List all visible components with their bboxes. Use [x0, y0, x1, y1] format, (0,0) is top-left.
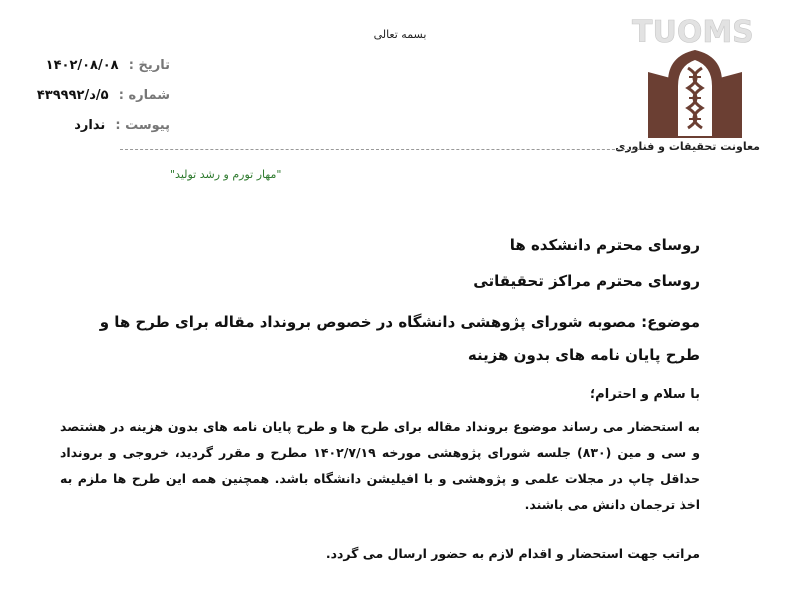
- attachment-row: [20, 118, 170, 133]
- greeting: با سلام و احترام؛: [589, 387, 700, 402]
- basmala: بسمه تعالی: [373, 28, 427, 41]
- body-paragraph: به استحضار می رساند موضوع برونداد مقاله برای طرح ها و طرح پایان نامه های بدون هزینه در هشتصد و سی و مین (۸۳۰) جلسه شورای پژوهشی مورخه ۱۴۰۲/۷/۱۹ مطرح و مقرر گردید، خروجی و برونداد حداقل چاپ در مجلات علمی و پژوهشی و با افیلیشن دانشگاه باشد. همچنین همه این طرح ها ملزم به اخذ ترجمان دانش می باشند.: [60, 419, 700, 512]
- svg-text:TUOMS: TUOMS: [632, 15, 754, 50]
- closing-line: مراتب جهت استحضار و اقدام لازم به حضور ارسال می گردد.: [325, 546, 700, 561]
- logo-caption: معاونت تحقیقات و فناوری: [615, 140, 760, 153]
- number-label: شماره :: [118, 88, 170, 103]
- attachment-value: ندارد: [74, 118, 106, 133]
- attachment-label: پیوست :: [115, 118, 170, 133]
- university-logo: [630, 10, 760, 160]
- date-value: ۱۴۰۲/۰۸/۰۸: [45, 58, 119, 73]
- addressee-faculties: روسای محترم دانشکده ها: [509, 236, 700, 254]
- number-row: [20, 88, 170, 103]
- subject-line: موضوع: مصوبه شورای پژوهشی دانشگاه در خصوص برونداد مقاله برای طرح ها و طرح پایان نامه های بدون هزینه: [99, 313, 700, 364]
- header-divider: [120, 149, 640, 150]
- slogan: "مهار تورم و رشد تولید": [170, 168, 282, 181]
- number-value: ۵/د/۴۳۹۹۹۲: [36, 88, 109, 103]
- date-row: [20, 58, 170, 73]
- addressee-research-centers: روسای محترم مراکز تحقیقاتی: [473, 272, 700, 290]
- date-label: تاریخ :: [128, 58, 170, 73]
